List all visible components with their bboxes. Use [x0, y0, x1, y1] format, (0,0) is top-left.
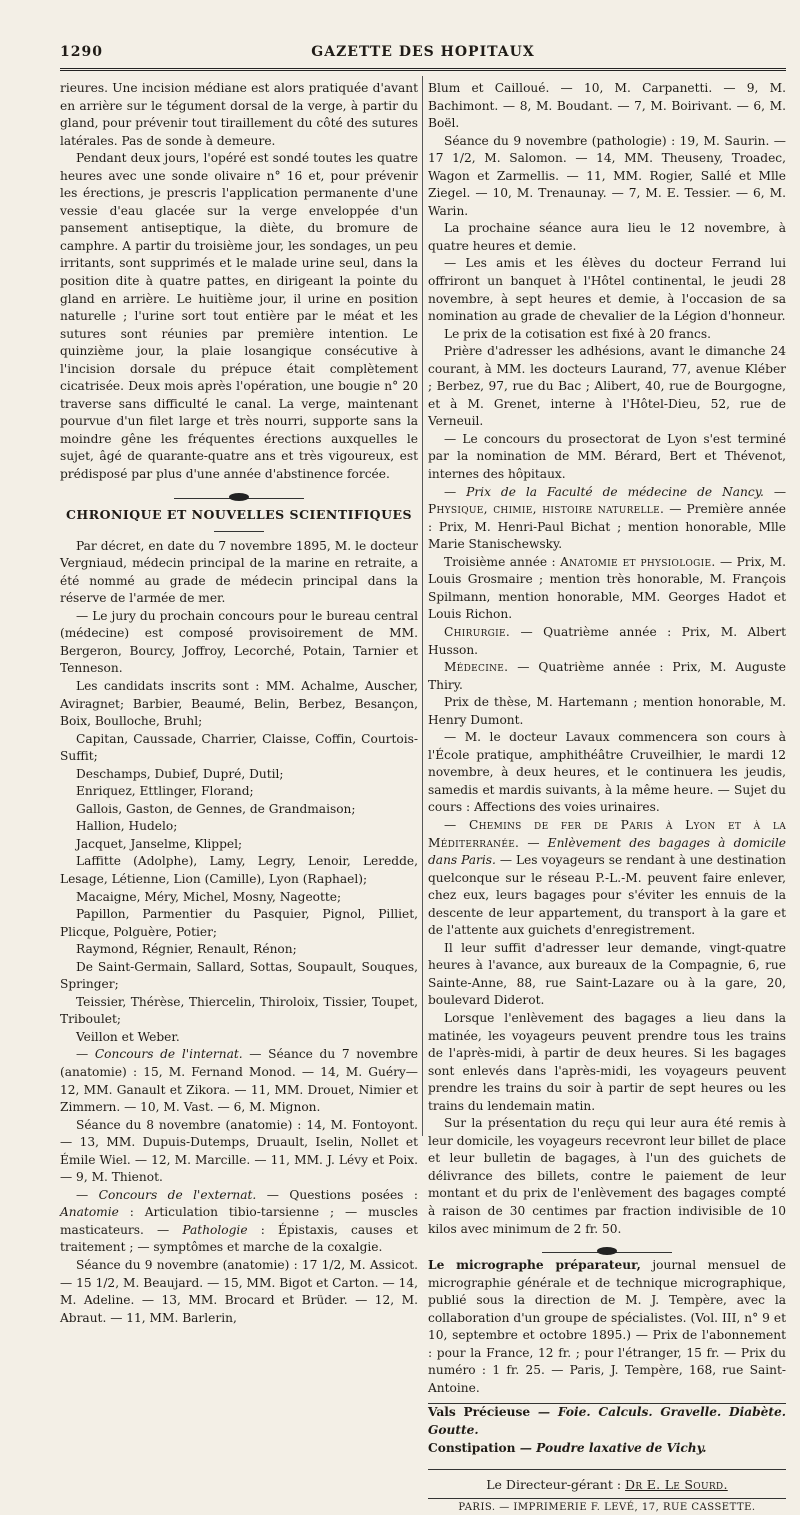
paragraph-lead: Le micrographe préparateur,	[428, 1258, 641, 1273]
paragraph: Gallois, Gaston, de Gennes, de Grandmaison;	[76, 801, 356, 816]
paragraph-text: journal mensuel de micrographie générale et de technique micrographique, publié sous la direction de M. J. Tempère, avec la collaboration d'un groupe de spécialistes. (Vol. III, n° 9 et 10, septembre et octobre 1895.) — Prix de l'abonnement : pour la France, 12 fr. ; pour l'étranger, 15 fr. — Prix du numéro : 1 fr. 25. — Paris, J. Tempère, 168, rue Saint-Antoine.	[428, 1258, 786, 1395]
paragraph-emphasis: Pathologie	[182, 1222, 248, 1237]
paragraph: Les candidats inscrits sont : MM. Achalme, Auscher, Aviragnet; Barbier, Beaumé, Belin, Berbez, Besançon, Boix, Boulloche, Bruhl;	[60, 678, 418, 729]
paragraph-smallcaps: Physique, chimie, histoire naturelle.	[428, 502, 665, 517]
paragraph-text: — Quatrième année : Prix, M. Albert Husson.	[428, 624, 786, 657]
paragraph: Lorsque l'enlèvement des bagages a lieu dans la matinée, les voyageurs peuvent prendre tous les trains de l'après-midi, à partir de deux heures. Si les bagages sont enlevés dans l'après-midi, les voyageurs peuvent prendre les trains du soir à partir de sept heures ou les trains du lendemain matin.	[428, 1010, 786, 1113]
ad-brand: Constipation	[428, 1440, 516, 1455]
paragraph	[428, 554, 786, 624]
paragraph: rieures. Une incision médiane est alors pratiquée d'avant en arrière sur le tégument dorsal de la verge, à partir du gland, pour prévenir tout tiraillement du côté des sutures latérales. Pas de sonde à demeure.	[60, 81, 418, 148]
paragraph	[428, 1257, 786, 1397]
paragraph-smallcaps: Chirurgie.	[444, 624, 511, 639]
section-title: CHRONIQUE ET NOUVELLES SCIENTIFIQUES	[65, 506, 413, 522]
paragraph-emphasis: Enlèvement des bagages à domicile dans Paris.	[428, 835, 786, 868]
paragraph: Enriquez, Ettlinger, Florand;	[76, 784, 254, 799]
paragraph-text: — Questions posées :	[256, 1187, 418, 1202]
paragraph-text: —	[763, 484, 787, 499]
header-rule	[60, 68, 786, 71]
paragraph	[428, 659, 786, 694]
paragraph: — Le concours du prosectorat de Lyon s'est terminé par la nomination de MM. Bérard, Bert et Thévenot, internes des hôpitaux.	[428, 431, 786, 482]
paragraph-text: — Prix, M. Louis Grosmaire ; mention très honorable, M. François Spilmann, mention honorable, MM. Georges Hadot et Louis Richon.	[428, 554, 787, 622]
paragraph	[428, 624, 786, 659]
paragraph-smallcaps: — Chemins de fer de Paris à Lyon et à la Méditerranée.	[428, 817, 786, 850]
paragraph-lead: — Concours de l'externat.	[76, 1187, 257, 1202]
paragraph	[60, 1187, 418, 1257]
paragraph-text: — Quatrième année : Prix, M. Auguste Thiry.	[428, 660, 786, 692]
paragraph: Deschamps, Dubief, Dupré, Dutil;	[76, 766, 284, 781]
paragraph: Veillon et Weber.	[76, 1029, 180, 1044]
page-number: 1290	[60, 44, 103, 60]
paragraph: — Les amis et les élèves du docteur Ferrand lui offriront un banquet à l'Hôtel continental, le jeudi 28 novembre, à sept heures et demie, à l'occasion de sa nomination au grade de chevalier de la Légion d'honneur.	[428, 256, 786, 324]
paragraph: Le prix de la cotisation est fixé à 20 francs.	[444, 326, 711, 341]
column-divider	[422, 76, 423, 1136]
section-ornament	[174, 490, 304, 499]
title-rule	[214, 531, 264, 532]
paragraph-text: — Séance du 7 novembre (anatomie) : 15, M. Fernand Monod. — 14, M. Guéry— 12, MM. Ganault et Zikora. — 11, MM. Drouet, Nimier et Zimmern. — 10, M. Vast. — 6, M. Mignon.	[60, 1047, 418, 1115]
paragraph: Prière d'adresser les adhésions, avant le dimanche 24 courant, à MM. les docteurs Laurand, 77, avenue Kléber ; Berbez, 97, rue du Bac ; Alibert, 40, rue de Bourgogne, et à M. Grenet, interne à l'Hôtel-Dieu, 52, rue de Verneuil.	[428, 344, 786, 429]
paragraph-smallcaps: Médecine.	[444, 660, 509, 675]
paragraph: Papillon, Parmentier du Pasquier, Pignol, Pilliet, Plicque, Polguère, Potier;	[60, 907, 418, 939]
paragraph-text: : Épistaxis, causes et traitement ; — symptômes et marche de la coxalgie.	[60, 1222, 418, 1255]
director-name: Dr E. Le Sourd.	[625, 1477, 728, 1493]
paragraph-text: Troisième année :	[444, 554, 561, 569]
paragraph: La prochaine séance aura lieu le 12 novembre, à quatre heures et demie.	[428, 221, 786, 253]
advertisement	[428, 1404, 786, 1439]
paragraph: Sur la présentation du reçu qui leur aura été remis à leur domicile, les voyageurs recevront leur billet de place et leur bulletin de bagages, à l'un des guichets de délivrance des billets, contre le paiement de leur montant et du prix de l'enlèvement des bagages compté à raison de 30 centimes par fraction indivisible de 10 kilos avec minimum de 2 fr. 50.	[428, 1116, 786, 1236]
left-column	[60, 80, 418, 1327]
paragraph-emphasis: Anatomie	[60, 1205, 119, 1220]
ad-brand: Vals Précieuse	[428, 1405, 531, 1420]
paragraph: Il leur suffit d'adresser leur demande, vingt-quatre heures à l'avance, aux bureaux de la Compagnie, 6, rue Sainte-Anne, 88, rue Saint-Lazare ou à la gare, 20, boulevard Diderot.	[428, 940, 786, 1008]
paragraph: Macaigne, Méry, Michel, Mosny, Nageotte;	[76, 889, 342, 904]
paragraph: — Le jury du prochain concours pour le bureau central (médecine) est composé provisoirement de MM. Bergeron, Bourcy, Joffroy, Lecorché, Potain, Tarnier et Tenneson.	[60, 608, 418, 676]
paragraph-text: : Articulation tibio-tarsienne ; — muscles masticateurs. —	[60, 1205, 418, 1237]
paragraph: Teissier, Thérèse, Thiercelin, Thiroloix, Tissier, Toupet, Triboulet;	[60, 994, 418, 1027]
advertisement	[428, 1440, 786, 1458]
paragraph-smallcaps: Anatomie et physiologie.	[560, 554, 716, 569]
paragraph-lead: — Prix de la Faculté de médecine de Nancy.	[444, 484, 764, 499]
paragraph: Séance du 8 novembre (anatomie) : 14, M. Fontoyont. — 13, MM. Dupuis-Dutemps, Druault, Iselin, Nollet et Émile Wiel. — 12, M. Marcille. — 11, MM. J. Lévy et Poix. — 9, M. Thienot.	[60, 1117, 418, 1185]
paragraph	[428, 817, 786, 940]
printer-line: PARIS. — IMPRIMERIE F. LEVÉ, 17, RUE CASSETTE.	[428, 1498, 786, 1515]
page-header	[60, 44, 786, 64]
paragraph: Hallion, Hudelo;	[76, 819, 178, 834]
paragraph: Laffitte (Adolphe), Lamy, Legry, Lenoir, Leredde, Lesage, Létienne, Lion (Camille), Lyon (Raphael);	[60, 854, 418, 886]
paragraph: Séance du 9 novembre (anatomie) : 17 1/2, M. Assicot. — 15 1/2, M. Beaujard. — 15, MM. Bigot et Carton. — 14, M. Adeline. — 13, MM. Brocard et Brüder. — 12, M. Abraut. — 11, MM. Barlerin,	[60, 1258, 418, 1325]
paragraph	[60, 1046, 418, 1116]
ad-text: — Foie. Calculs. Gravelle. Diabète. Goutte.	[428, 1405, 786, 1438]
section-ornament	[542, 1244, 672, 1253]
paragraph-text: —	[519, 835, 548, 850]
director-line	[428, 1469, 786, 1494]
paragraph: Par décret, en date du 7 novembre 1895, M. le docteur Vergniaud, médecin principal de la marine en retraite, a été nommé au grade de médecin principal dans la réserve de l'armée de mer.	[60, 538, 418, 606]
paragraph: Pendant deux jours, l'opéré est sondé toutes les quatre heures avec une sonde olivaire n° 16 et, pour prévenir les érections, je prescris l'application permanente d'une vessie d'eau glacée sur la verge enveloppée d'un pansement antiseptique, la diète, du bromure de camphre. A partir du troisième jour, les sondages, un peu irritants, sont supprimés et le malade urine seul, dans la position dite à quatre pattes, en dirigeant la pointe du gland en arrière. Le huitième jour, il urine en position naturelle ; l'urine sort tout entière par le méat et les sutures sont réunies par première intention. Le quinzième jour, la plaie losangique consécutive à l'incision dorsale du prépuce était complètement cicatrisée. Deux mois après l'opération, une bougie n° 20 traverse sans difficulté le canal. La verge, maintenant pourvue d'un filet large et très nourri, supporte sans la moindre gêne les fréquentes érections auxquelles le sujet, âgé de quarante-quatre ans et très vigoureux, est prédisposé par plus d'une année d'abstinence forcée.	[60, 151, 418, 482]
paragraph-text: — Première année : Prix, M. Henri-Paul Bichat ; mention honorable, Mlle Marie Stanischewsky.	[428, 502, 786, 552]
paragraph	[428, 484, 786, 554]
paragraph-text: — Les voyageurs se rendant à une destination quelconque sur le réseau P.-L.-M. peuvent faire enlever, chez eux, leurs bagages pour s'éviter les ennuis de la descente de leur appartement, du transport à la gare et de l'attente aux guichets d'enregistrement.	[428, 853, 786, 938]
paragraph: Raymond, Régnier, Renault, Rénon;	[76, 942, 297, 957]
paragraph: De Saint-Germain, Sallard, Sottas, Soupault, Souques, Springer;	[60, 959, 418, 992]
paragraph-lead: — Concours de l'internat.	[76, 1047, 243, 1062]
ad-text: — Poudre laxative de Vichy.	[515, 1440, 707, 1455]
paragraph: Jacquet, Janselme, Klippel;	[76, 836, 243, 851]
running-title: GAZETTE DES HOPITAUX	[311, 44, 535, 60]
director-label: Le Directeur-gérant :	[486, 1477, 626, 1493]
paragraph: Capitan, Caussade, Charrier, Claisse, Coffin, Courtois-Suffit;	[60, 731, 418, 764]
paragraph: Prix de thèse, M. Hartemann ; mention honorable, M. Henry Dumont.	[428, 695, 786, 727]
paragraph: Séance du 9 novembre (pathologie) : 19, M. Saurin. — 17 1/2, M. Salomon. — 14, MM. Theuseny, Troadec, Wagon et Zarmellis. — 11, MM. Rogier, Sallé et Mlle Ziegel. — 10, M. Trenaunay. — 7, M. E. Tessier. — 6, M. Warin.	[428, 133, 786, 218]
paragraph: Blum et Cailloué. — 10, M. Carpanetti. — 9, M. Bachimont. — 8, M. Boudant. — 7, M. Boirivant. — 6, M. Boël.	[428, 81, 786, 131]
paragraph: — M. le docteur Lavaux commencera son cours à l'École pratique, amphithéâtre Cruveilhier, le mardi 12 novembre, à deux heures, et le continuera les jeudis, samedis et mardis suivants, à la même heure. — Sujet du cours : Affections des voies urinaires.	[428, 730, 786, 815]
right-column	[428, 80, 786, 1515]
